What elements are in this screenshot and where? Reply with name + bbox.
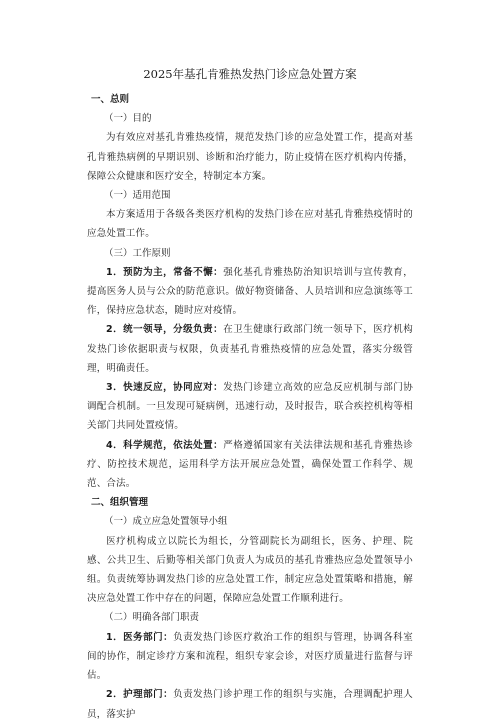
paragraph: [87, 685, 413, 723]
paragraph-text: 严格遵循国家有关法律法规和基孔肯雅热诊疗、防控技术规范，运用科学方法开展应急处置，确保处置工作科学、规范、合法。: [87, 439, 413, 490]
paragraph: [87, 532, 413, 609]
paragraph: [87, 128, 413, 186]
paragraph-text: 发热门诊建立高效的应急反应机制与部门协调配合机制。一旦发现可疑病例，迅速行动，及时报告，联合疾控机构等相关部门共同处置疫情。: [87, 382, 413, 432]
section-heading: 一、总则: [91, 94, 130, 105]
paragraph-text: 医疗机构成立以院长为组长，分管副院长为副组长，医务、护理、院感、公共卫生、后勤等相关部门负责人为成员的基孔肯雅热应急处置领导小组。负责统筹协调发热门诊的应急处置工作，制定应急处置策略和措施，解决应急处置工作中存在的问题，保障应急处置工作顺利进行。: [87, 535, 413, 605]
paragraph-lead: 1．预防为主，常备不懈：: [106, 266, 224, 278]
paragraph: [87, 320, 413, 378]
paragraph-text: 负责发热门诊护理工作的组织与实施，合理调配护理人员，落实护: [87, 689, 413, 720]
paragraph-text: 为有效应对基孔肯雅热疫情，规范发热门诊的应急处置工作，提高对基孔肯雅热病例的早期识别、诊断和治疗能力，防止疫情在医疗机构内传播，保障公众健康和医疗安全，特制定本方案。: [87, 132, 413, 182]
paragraph-lead: 4．科学规范，依法处置：: [106, 439, 224, 451]
paragraph-text: 强化基孔肯雅热防治知识培训与宣传教育，提高医务人员与公众的防范意识。做好物资储备、人员培训和应急演练等工作，保持应急状态，随时应对疫情。: [87, 266, 413, 317]
paragraph-lead: 3．快速反应，协同应对：: [106, 382, 224, 394]
paragraph-lead: 1．医务部门：: [106, 631, 174, 643]
paragraph: [87, 436, 413, 494]
subsection-heading: （二）明确各部门职责: [104, 612, 200, 624]
paragraph-text: 本方案适用于各级各类医疗机构的发热门诊在应对基孔肯雅热疫情时的应急处置工作。: [87, 209, 413, 240]
document-title: 2025年基孔肯雅热发热门诊应急处置方案: [143, 67, 357, 81]
subsection-heading: （一）适用范围: [104, 190, 171, 202]
paragraph-lead: 2．统一领导，分级负责：: [106, 324, 224, 336]
paragraph-text: 在卫生健康行政部门统一领导下，医疗机构发热门诊依据职责与权限，负责基孔肯雅热疫情的应急处置，落实分级管理，明确责任。: [87, 324, 413, 374]
paragraph: [87, 263, 413, 321]
paragraph: [87, 378, 413, 436]
paragraph: [87, 628, 413, 686]
paragraph: [87, 205, 413, 243]
paragraph-text: 负责发热门诊医疗救治工作的组织与管理，协调各科室间的协作，制定诊疗方案和流程，组织专家会诊，对医疗质量进行监督与评估。: [87, 631, 413, 682]
subsection-heading: （一）成立应急处置领导小组: [104, 516, 228, 528]
section-heading: 二、组织管理: [91, 497, 149, 509]
subsection-heading: （三）工作原则: [104, 247, 171, 259]
paragraph-lead: 2．护理部门：: [106, 689, 174, 701]
subsection-heading: （一）目的: [104, 113, 152, 125]
